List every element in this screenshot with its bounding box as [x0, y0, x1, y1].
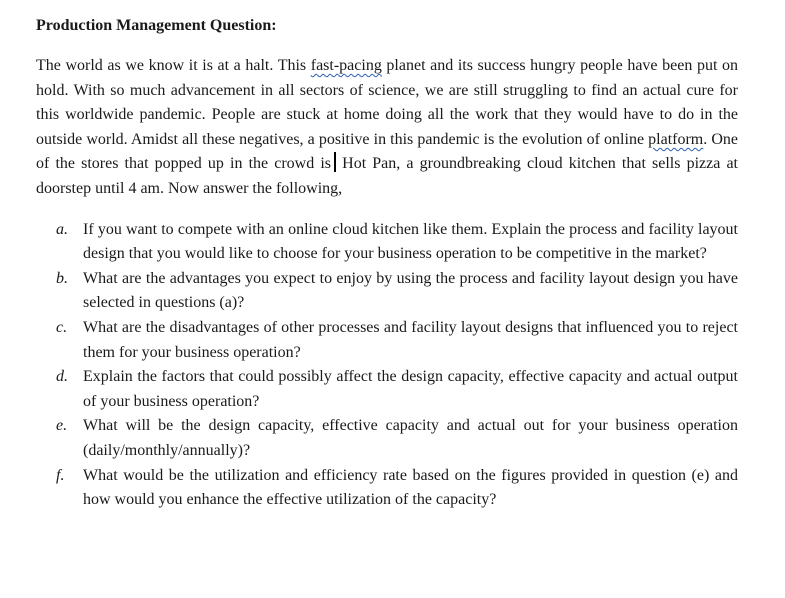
intro-text-4: Hot Pan, a groundbreaking cloud kitchen that sells pizza at doorstep until 4 am. Now answer the following,: [36, 155, 739, 197]
question-item-b: [36, 267, 738, 316]
question-text: What are the advantages you expect to enjoy by using the process and facility layout design you have selected in questions (a)?: [83, 269, 738, 312]
question-letter: e.: [56, 417, 68, 435]
question-item-f: [36, 464, 738, 513]
spellcheck-word-fast-pacing[interactable]: fast-pacing: [310, 57, 382, 74]
question-letter: b.: [56, 269, 68, 287]
question-letter: a.: [56, 220, 68, 238]
spellcheck-word-platform[interactable]: platform: [648, 130, 704, 148]
question-item-e: [36, 414, 738, 463]
document-title: Production Management Question:: [36, 17, 277, 34]
intro-paragraph: [36, 54, 738, 202]
intro-text-1: The world as we know it is at a halt. This: [36, 57, 311, 74]
intro-text-3: . One of the stores that popped up in the crowd is: [36, 130, 739, 173]
document-page: [36, 14, 738, 513]
question-item-a: [36, 218, 738, 267]
question-list: [36, 218, 738, 513]
question-text: What are the disadvantages of other processes and facility layout designs that influenced you to reject them for your business operation?: [83, 318, 738, 361]
question-text: Explain the factors that could possibly affect the design capacity, effective capacity and actual output of your business operation?: [83, 368, 738, 410]
question-letter: f.: [56, 466, 65, 484]
question-item-c: [36, 316, 738, 365]
question-text: If you want to compete with an online cloud kitchen like them. Explain the process and facility layout design that you would like to choose for your business operation to be competitive in the market?: [83, 220, 738, 263]
question-letter: c.: [56, 318, 68, 336]
question-text: What will be the design capacity, effective capacity and actual out for your business operation (daily/monthly/annually)?: [83, 417, 738, 459]
question-item-d: [36, 365, 738, 414]
question-text: What would be the utilization and efficiency rate based on the figures provided in question (e) and how would you enhance the effective utilization of the capacity?: [83, 466, 738, 509]
intro-text-2: planet and its success hungry people have been put on hold. With so much advancement in all sectors of science, we are still struggling to find an actual cure for this worldwide pandemic. People are stuck at home doing all the work that they would have to do in the outside world. Amidst all these negatives, a positive in this pandemic is the evolution of online: [36, 57, 738, 148]
question-letter: d.: [56, 368, 68, 386]
